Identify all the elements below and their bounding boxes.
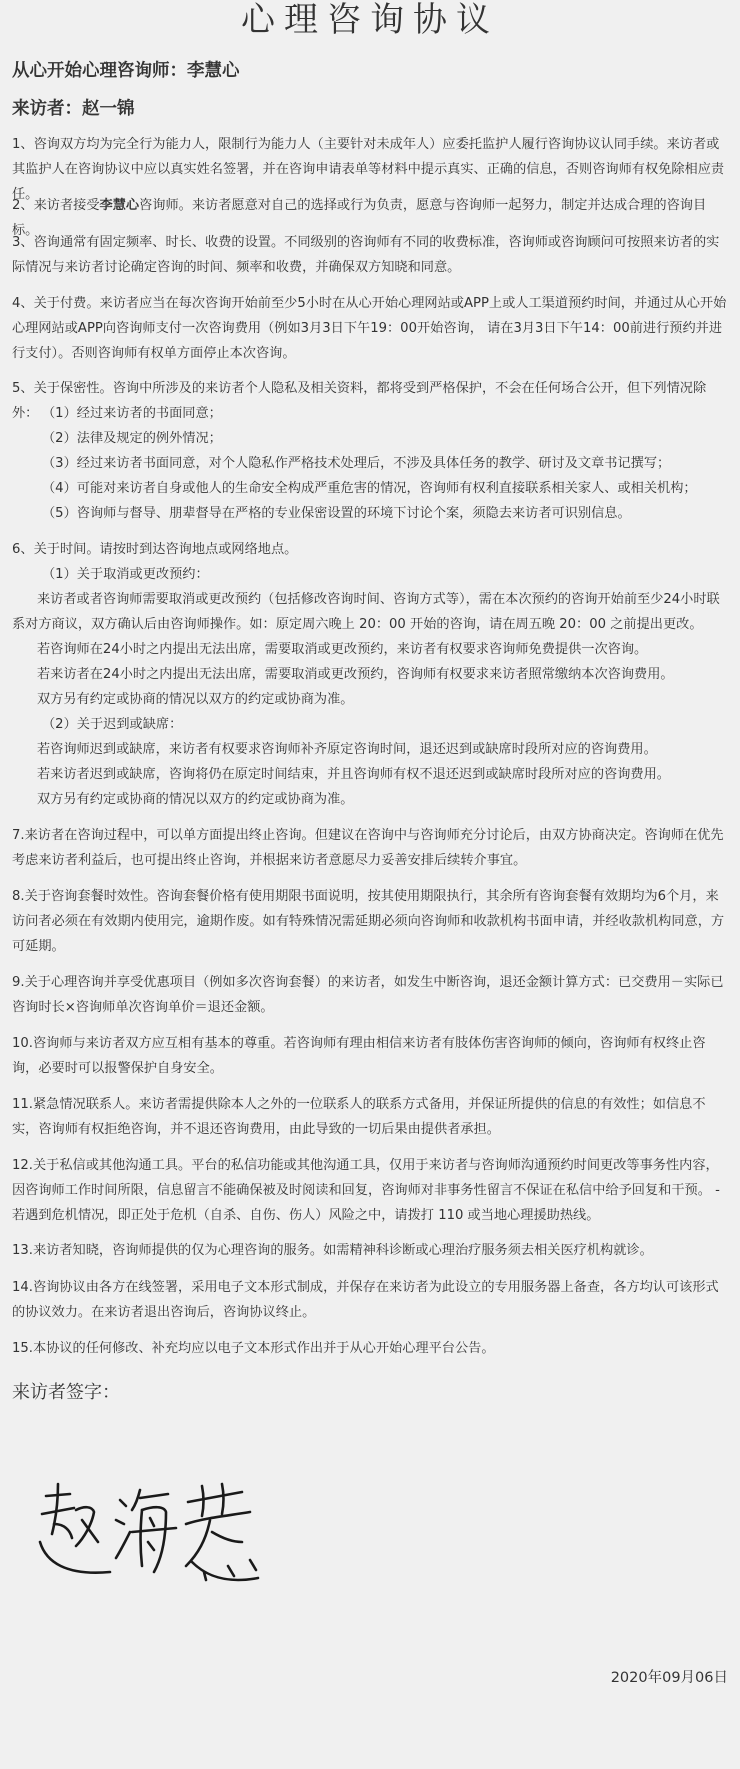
clause-6-sub-1-line-1: 若咨询师在24小时之内提出无法出席，需要取消或更改预约，来访者有权要求咨询师免费提供一次咨询。 [37,642,648,657]
handwritten-signature [36,1480,296,1600]
clause-14: 14.咨询协议由各方在线签署，采用电子文本形式制成，并保存在来访者为此设立的专用服务器上备查，各方均认可该形式的协议效力。在来访者退出咨询后，咨询协议终止。 [12,1280,719,1320]
clause-13: 13.来访者知晓，咨询师提供的仅为心理咨询的服务。如需精神科诊断或心理治疗服务须去相关医疗机构就诊。 [12,1243,653,1258]
clause-6: 6、关于时间。请按时到达咨询地点或网络地点。 [12,542,298,557]
clause-11: 11.紧急情况联系人。来访者需提供除本人之外的一位联系人的联系方式备用，并保证所提供的信息的有效性；如信息不实，咨询师有权拒绝咨询，并不退还咨询费用，由此导致的一切后果由提供者承担。 [12,1097,706,1137]
clause-1: 1、咨询双方均为完全行为能力人，限制行为能力人（主要针对未成年人）应委托监护人履行咨询协议认同手续。来访者或其监护人在咨询协议中应以真实姓名签署，并在咨询申请表单等材料中提示真实、正确的信息，否则咨询师有权免除相应责任。 [12,137,725,202]
clause-5-item-4: （4）可能对来访者自身或他人的生命安全构成严重危害的情况，咨询师有权利直接联系相关家人、或相关机构； [42,481,697,496]
clause-15: 15.本协议的任何修改、补充均应以电子文本形式作出并于从心开始心理平台公告。 [12,1341,495,1356]
clause-8: 8.关于咨询套餐时效性。咨询套餐价格有使用期限书面说明，按其使用期限执行，其余所有咨询套餐有效期均为6个月，来访问者必须在有效期内使用完，逾期作废。如有特殊情况需延期必须向咨询师和收款机构书面申请，并经收款机构同意，方可延期。 [12,889,725,954]
clause-12: 12.关于私信或其他沟通工具。平台的私信功能或其他沟通工具，仅用于来访者与咨询师沟通预约时间更改等事务性内容，因咨询师工作时间所限，信息留言不能确保被及时阅读和回复，咨询师对非事务性留言不保证在私信中给予回复和干预。 - 若遇到危机情况，即正处于危机（自杀、自伤、伤人）风险之中，请拨打 110 或当地心理援助热线。 [12,1158,720,1223]
clause-10: 10.咨询师与来访者双方应互相有基本的尊重。若咨询师有理由相信来访者有肢体伤害咨询师的倾向，咨询师有权终止咨询，必要时可以报警保护自身安全。 [12,1036,706,1076]
clause-6-sub-1-heading: （1）关于取消或更改预约： [42,567,209,582]
clause-7: 7.来访者在咨询过程中，可以单方面提出终止咨询。但建议在咨询中与咨询师充分讨论后，由双方协商决定。咨询师在优先考虑来访者利益后，也可提出终止咨询，并根据来访者意愿尽力妥善安排后续转介事宜。 [12,828,724,868]
clause-6-sub-1-line-3: 双方另有约定或协商的情况以双方的约定或协商为准。 [37,692,354,707]
signature-label: 来访者签字： [12,1382,120,1403]
clause-6-sub-1-line-2: 若来访者在24小时之内提出无法出席，需要取消或更改预约，咨询师有权要求来访者照常缴纳本次咨询费用。 [37,667,674,682]
clause-5-item-2: （2）法律及规定的例外情况； [42,431,222,446]
clause-5: 5、关于保密性。咨询中所涉及的来访者个人隐私及相关资料，都将受到严格保护，不会在任何场合公开，但下列情况除外： [12,381,707,421]
counselor-line: 从心开始心理咨询师：李慧心 [12,61,240,81]
clause-6-sub-2-line-1: 若咨询师迟到或缺席，来访者有权要求咨询师补齐原定咨询时间，退还迟到或缺席时段所对应的咨询费用。 [37,742,657,757]
clause-2-part-a: 2、来访者接受 [12,198,100,213]
clause-4: 4、关于付费。来访者应当在每次咨询开始前至少5小时在从心开始心理网站或APP上或人工渠道预约时间，并通过从心开始心理网站或APP向咨询师支付一次咨询费用（例如3月3日下午19：00开始咨询， 请在3月3日下午14：00前进行预约并进行支付）。否则咨询师有权单方面停止本次咨询。 [12,296,727,361]
clause-6-sub-2-line-2: 若来访者迟到或缺席，咨询将仍在原定时间结束，并且咨询师有权不退还迟到或缺席时段所对应的咨询费用。 [37,767,670,782]
clause-6-sub-2-heading: （2）关于迟到或缺席： [42,717,183,732]
visitor-line: 来访者：赵一锦 [12,99,135,119]
clause-5-item-5: （5）咨询师与督导、朋辈督导在严格的专业保密设置的环境下讨论个案，须隐去来访者可识别信息。 [42,506,631,521]
signing-date: 2020年09月06日 [610,1670,728,1686]
clause-9: 9.关于心理咨询并享受优惠项目（例如多次咨询套餐）的来访者，如发生中断咨询，退还金额计算方式：已交费用－实际已咨询时长×咨询师单次咨询单价＝退还金额。 [12,975,724,1015]
clause-5-item-3: （3）经过来访者书面同意，对个人隐私作严格技术处理后，不涉及具体任务的教学、研讨及文章书记撰写； [42,456,671,471]
clause-6-sub-1-text: 来访者或者咨询师需要取消或更改预约（包括修改咨询时间、咨询方式等），需在本次预约的咨询开始前至少24小时联系对方商议，双方确认后由咨询师操作。如：原定周六晚上 20：00 开始的咨询，请在周五晚 20：00 之前提出更改。 [12,592,720,632]
clause-5-item-1: （1）经过来访者的书面同意； [42,406,222,421]
document-title: 心理咨询协议 [241,0,499,40]
clause-6-sub-2-line-3: 双方另有约定或协商的情况以双方的约定或协商为准。 [37,792,354,807]
clause-2-counselor-name: 李慧心 [99,198,140,213]
clause-2-part-c: 咨询师。来访者愿意对自己的选择或行为负责，愿意与咨询师一起努力，制定并达成合理的咨询目标。 [12,198,707,238]
clause-3: 3、咨询通常有固定频率、时长、收费的设置。不同级别的咨询师有不同的收费标准，咨询师或咨询顾问可按照来访者的实际情况与来访者讨论确定咨询的时间、频率和收费，并确保双方知晓和同意。 [12,235,720,275]
